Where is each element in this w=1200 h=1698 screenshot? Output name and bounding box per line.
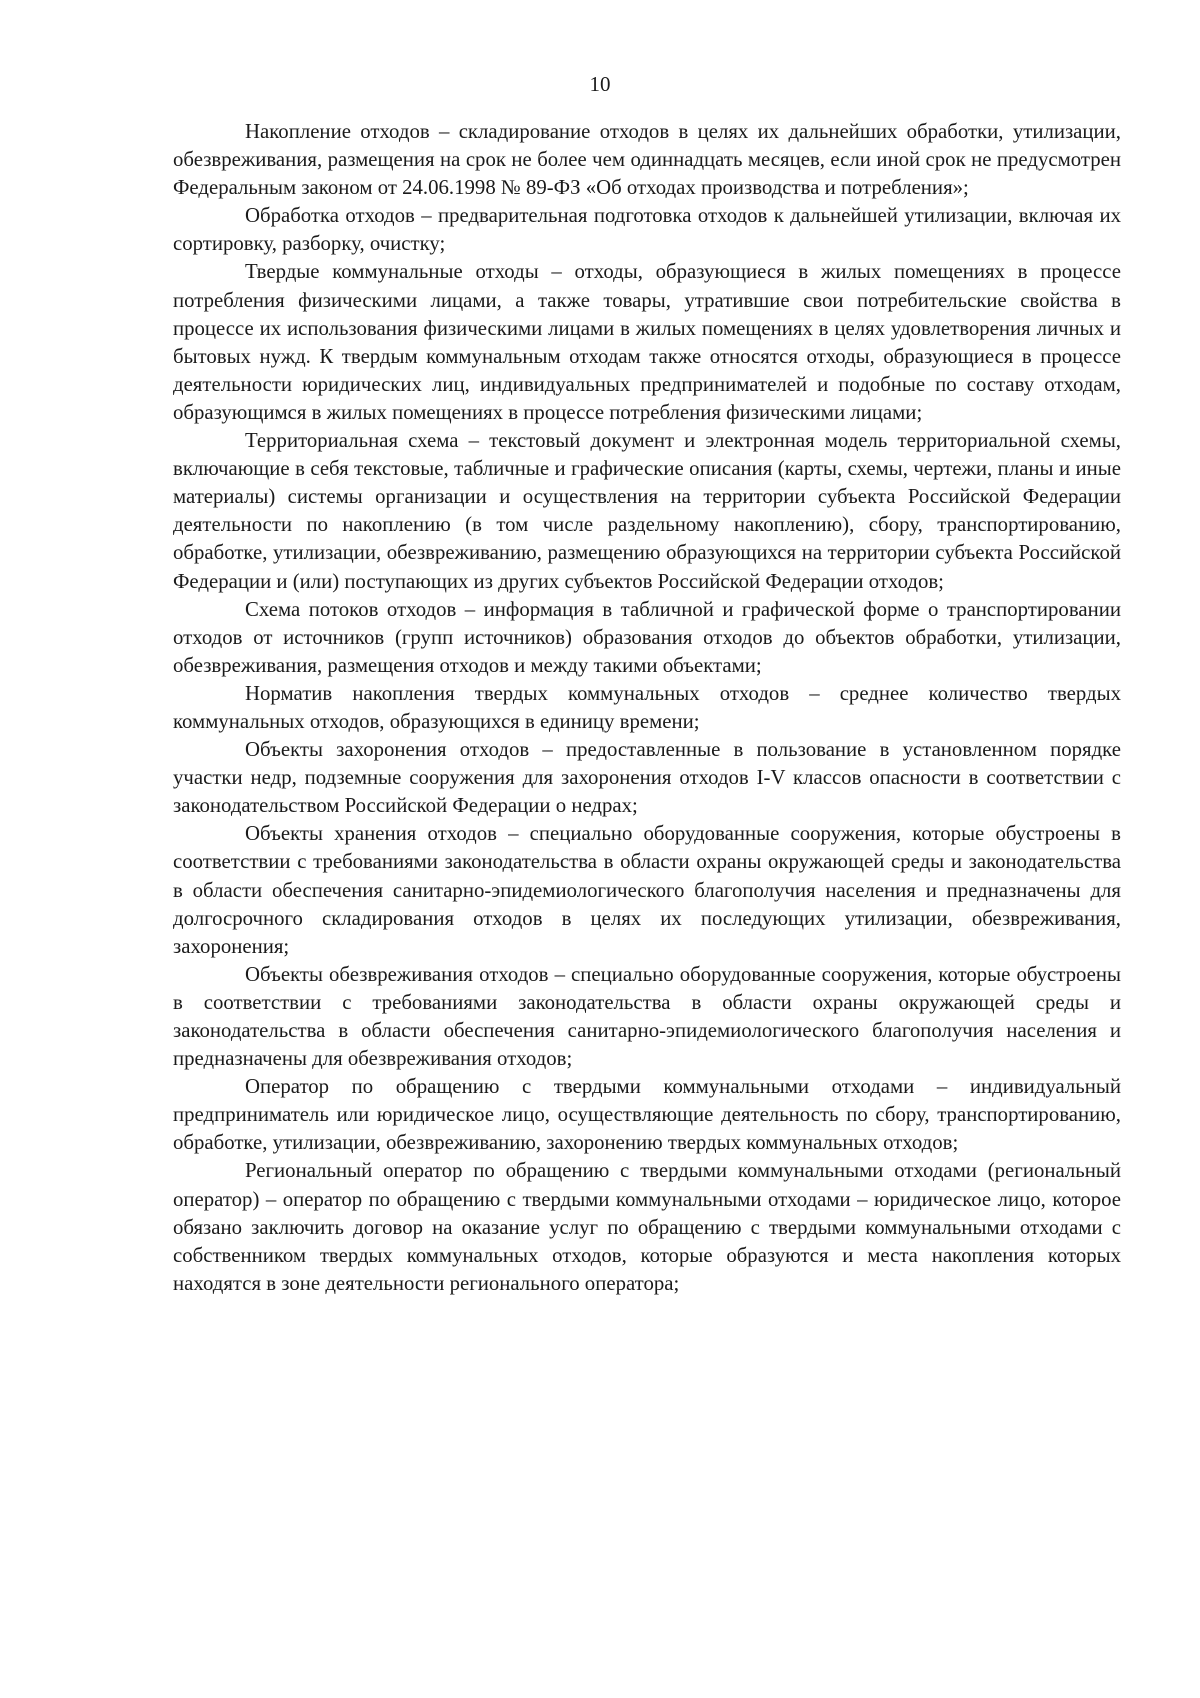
paragraph-neutralization-objects: Объекты обезвреживания отходов – специально оборудованные сооружения, которые обустроены в соответствии с требованиями законодательства в области охраны окружающей среды и законодательства в области обеспечения санитарно-эпидемиологического благополучия населения и предназначены для обезвреживания отходов; [173, 962, 1121, 1071]
paragraph-accumulation: Накопление отходов – складирование отходов в целях их дальнейших обработки, утилизации, обезвреживания, размещения на срок не более чем одиннадцать месяцев, если иной срок не предусмотрен Федеральным законом от 24.06.1998 № 89-ФЗ «Об отходах производства и потребления»; [173, 120, 1121, 200]
paragraph-operator: Оператор по обращению с твердыми коммунальными отходами – индивидуальный предприниматель или юридическое лицо, осуществляющие деятельность по сбору, транспортированию, обработке, утилизации, обезвреживанию, захоронению твердых коммунальных отходов; [173, 1075, 1121, 1155]
paragraph-flow-scheme: Схема потоков отходов – информация в табличной и графической форме о транспортировании отходов от источников (групп источников) образования отходов до объектов обработки, утилизации, обезвреживания, размещения отходов и между такими объектами; [173, 597, 1121, 677]
definitions-text [173, 118, 1121, 1298]
page-number: 10 [589, 72, 611, 96]
paragraph-burial-objects: Объекты захоронения отходов – предоставленные в пользование в установленном порядке участки недр, подземные сооружения для захоронения отходов I-V классов опасности в соответствии с законодательством Российской Федерации о недрах; [173, 738, 1121, 818]
paragraph-territorial-scheme: Территориальная схема – текстовый документ и электронная модель территориальной схемы, включающие в себя текстовые, табличные и графические описания (карты, схемы, чертежи, планы и иные материалы) системы организации и осуществления на территории субъекта Российской Федерации деятельности по накоплению (в том числе раздельному накоплению), сбору, транспортированию, обработке, утилизации, обезвреживанию, размещению образующихся на территории субъекта Российской Федерации и (или) поступающих из других субъектов Российской Федерации отходов; [173, 429, 1121, 593]
paragraph-regional-operator: Региональный оператор по обращению с твердыми коммунальными отходами (региональный оператор) – оператор по обращению с твердыми коммунальными отходами – юридическое лицо, которое обязано заключить договор на оказание услуг по обращению с твердыми коммунальными отходами с собственником твердых коммунальных отходов, которые образуются и места накопления которых находятся в зоне деятельности регионального оператора; [173, 1159, 1121, 1295]
paragraph-solid-municipal-waste: Твердые коммунальные отходы – отходы, образующиеся в жилых помещениях в процессе потребления физическими лицами, а также товары, утратившие свои потребительские свойства в процессе их использования физическими лицами в жилых помещениях в целях удовлетворения личных и бытовых нужд. К твердым коммунальным отходам также относятся отходы, образующиеся в процессе деятельности юридических лиц, индивидуальных предпринимателей и подобные по составу отходам, образующимся в жилых помещениях в процессе потребления физическими лицами; [173, 260, 1121, 424]
paragraph-storage-objects: Объекты хранения отходов – специально оборудованные сооружения, которые обустроены в соответствии с требованиями законодательства в области охраны окружающей среды и законодательства в области обеспечения санитарно-эпидемиологического благополучия населения и предназначены для долгосрочного складирования отходов в целях их последующих утилизации, обезвреживания, захоронения; [173, 822, 1121, 958]
paragraph-processing: Обработка отходов – предварительная подготовка отходов к дальнейшей утилизации, включая их сортировку, разборку, очистку; [173, 204, 1121, 256]
paragraph-accumulation-norm: Норматив накопления твердых коммунальных отходов – среднее количество твердых коммунальных отходов, образующихся в единицу времени; [173, 681, 1121, 733]
